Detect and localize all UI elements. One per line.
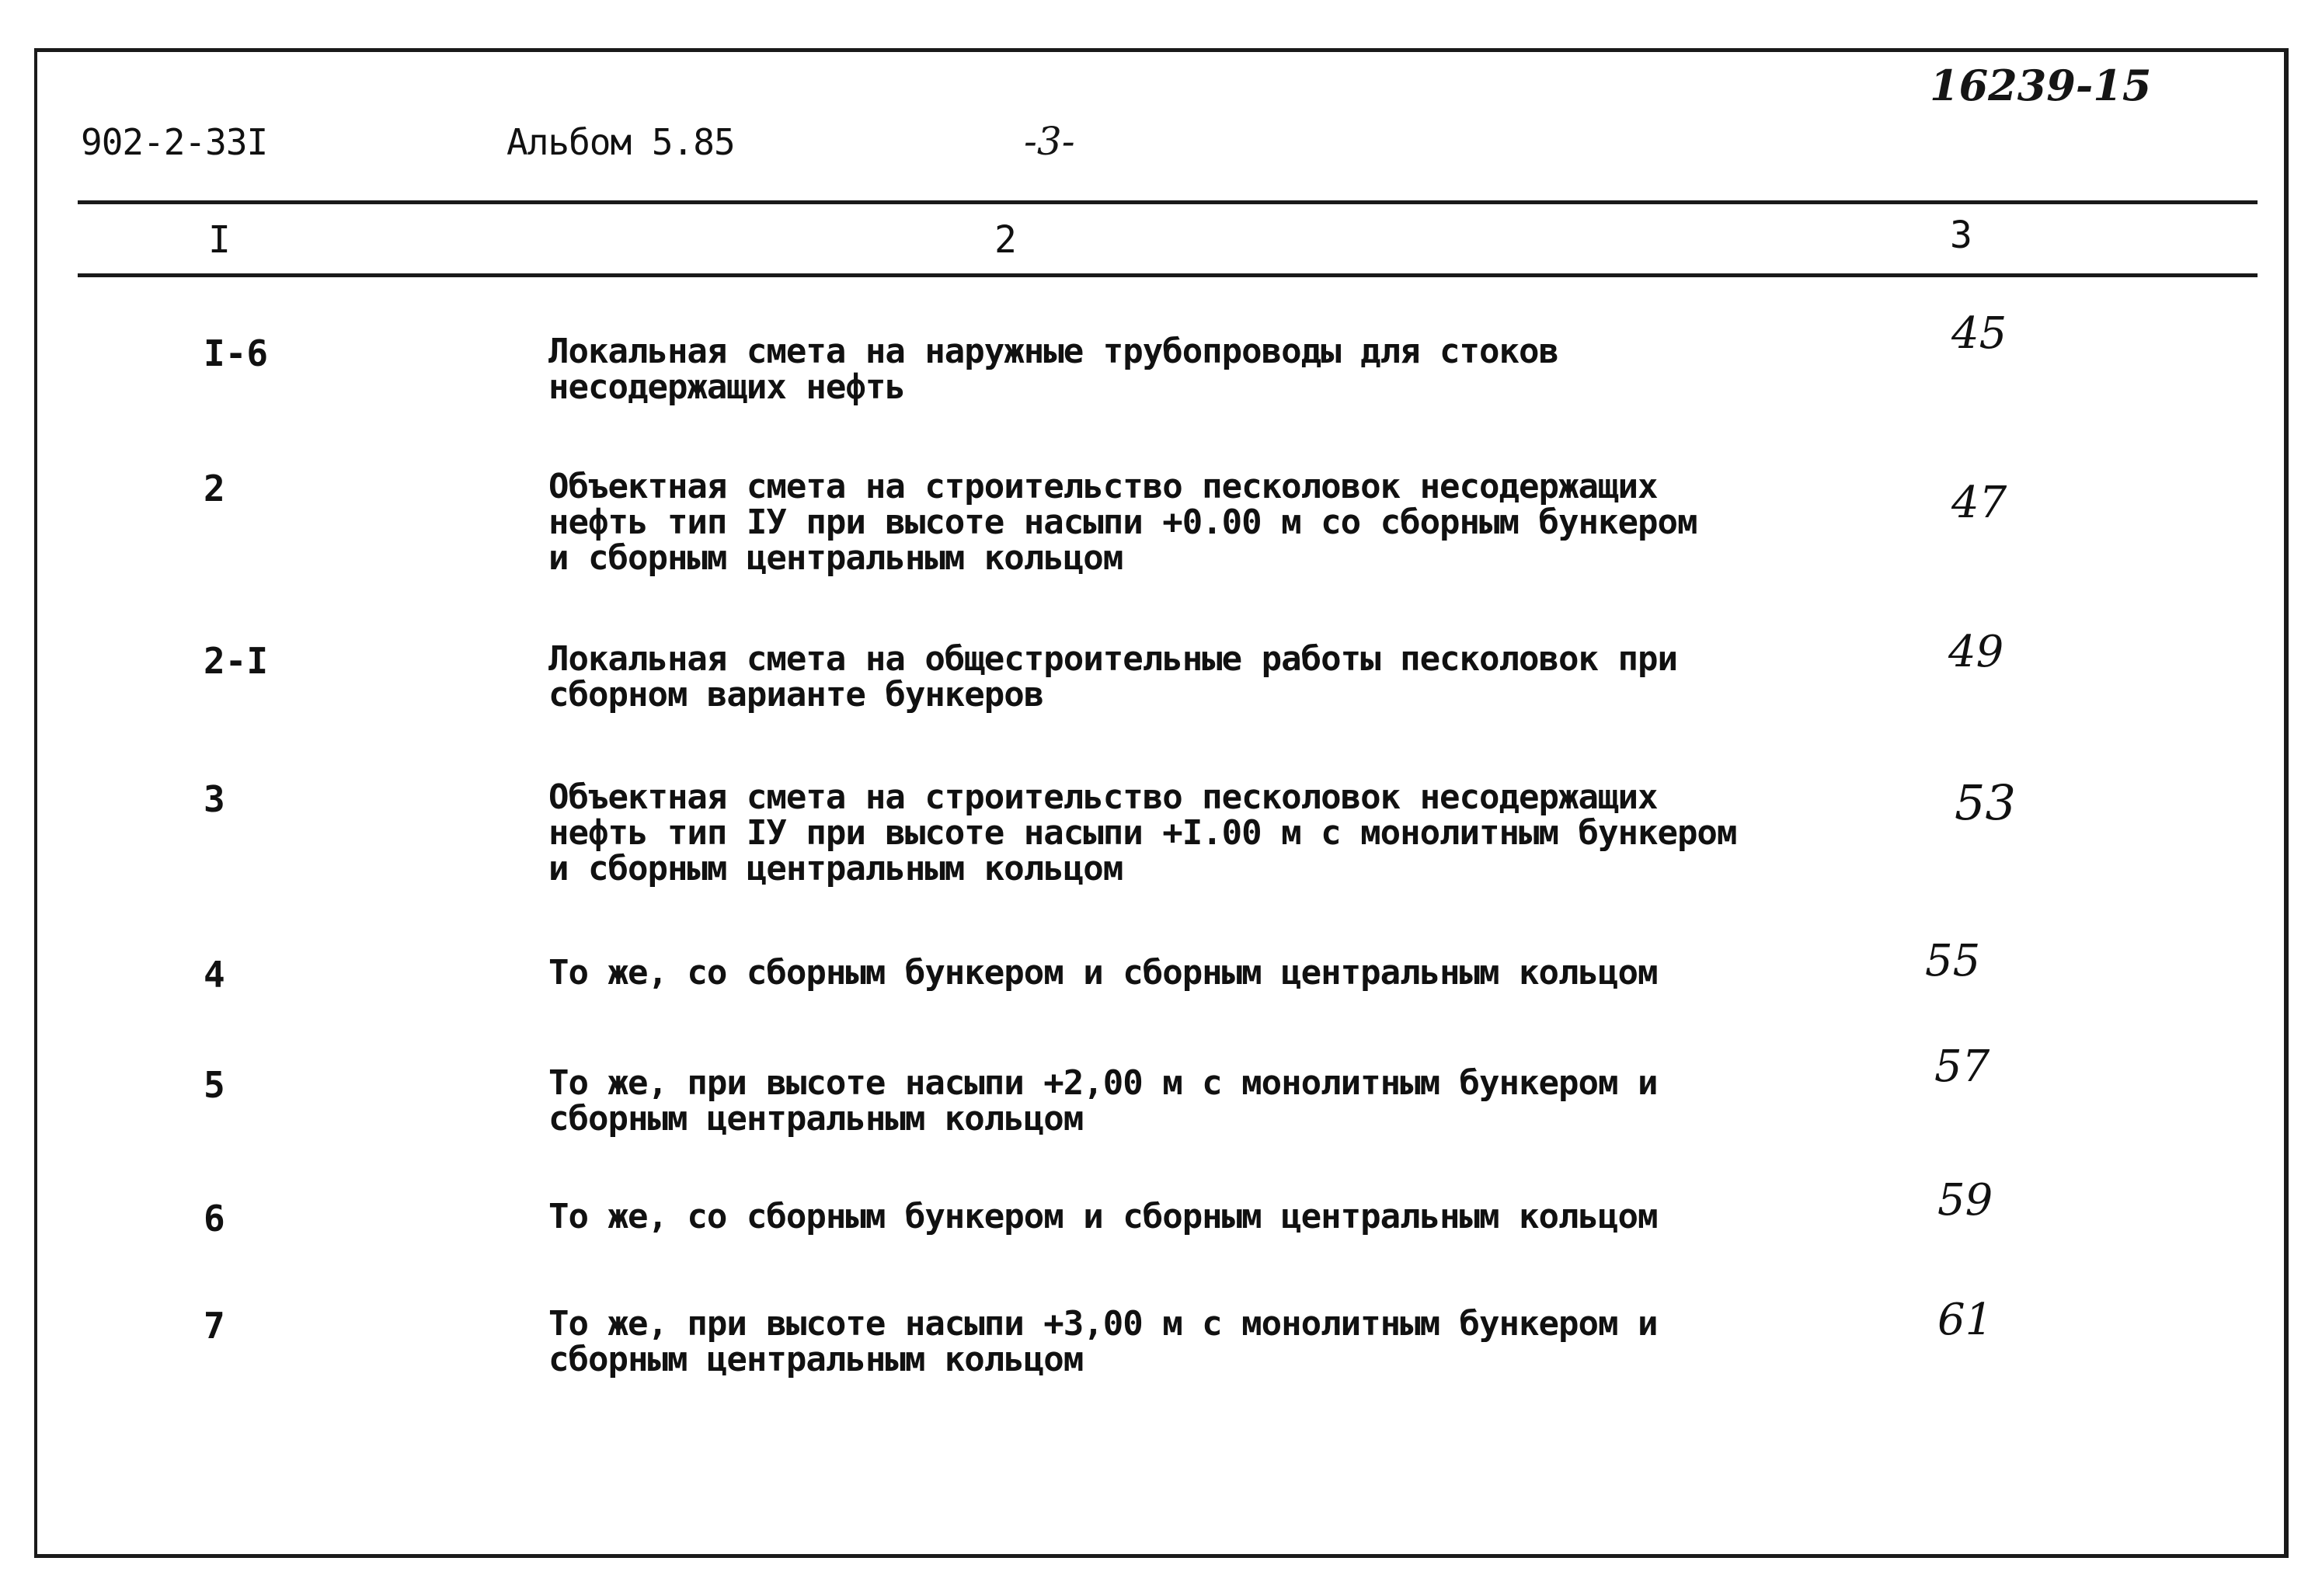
table-row-description: Объектная смета на строительство песколовок несодержащих нефть тип IУ при высоте насыпи +0.00 м со сборным бункером и сборным центральным кольцом bbox=[548, 467, 1697, 578]
table-row-description: То же, со сборным бункером и сборным центральным кольцом bbox=[548, 953, 1658, 993]
table-row-number: 2-I bbox=[204, 640, 269, 682]
table-row-description: То же, при высоте насыпи +3,00 м с монолитным бункером и сборным центральным кольцом bbox=[548, 1304, 1658, 1379]
table-row-page: 53 bbox=[1955, 774, 2016, 831]
column-header-2: 2 bbox=[994, 218, 1016, 262]
table-row-page: 47 bbox=[1951, 478, 2007, 528]
page-mark: -3- bbox=[1024, 119, 1075, 164]
table-row-number: 7 bbox=[204, 1305, 225, 1347]
header-top-rule bbox=[78, 200, 2258, 204]
table-row-page: 55 bbox=[1925, 936, 1981, 986]
table-row-number: I-6 bbox=[204, 332, 269, 374]
table-row-page: 61 bbox=[1937, 1295, 1993, 1345]
sheet-number: 16239-15 bbox=[1930, 61, 2152, 110]
album-number: Альбом 5.85 bbox=[507, 121, 735, 163]
table-row-number: 4 bbox=[204, 954, 225, 996]
table-row-number: 6 bbox=[204, 1198, 225, 1240]
column-header-3: 3 bbox=[1950, 214, 1972, 257]
table-row-description: Локальная смета на наружные трубопроводы для стоков несодержащих нефть bbox=[548, 332, 1559, 407]
table-row-number: 2 bbox=[204, 468, 225, 509]
table-row-description: Локальная смета на общестроительные работы песколовок при сборном варианте бункеров bbox=[548, 639, 1677, 715]
document-code: 902-2-33I bbox=[81, 121, 268, 163]
table-row-description: Объектная смета на строительство песколовок несодержащих нефть тип IУ при высоте насыпи +I.00 м с монолитным бункером и сборным центральным кольцом bbox=[548, 777, 1737, 888]
table-row-number: 5 bbox=[204, 1064, 225, 1106]
table-row-page: 45 bbox=[1951, 308, 2007, 359]
header-bottom-rule bbox=[78, 273, 2258, 277]
table-row-page: 49 bbox=[1948, 627, 2004, 677]
table-row-page: 59 bbox=[1937, 1175, 1993, 1226]
column-header-1: I bbox=[208, 218, 230, 262]
table-row-page: 57 bbox=[1934, 1041, 1990, 1092]
table-row-description: То же, при высоте насыпи +2,00 м с монолитным бункером и сборным центральным кольцом bbox=[548, 1063, 1658, 1139]
table-row-description: То же, со сборным бункером и сборным центральным кольцом bbox=[548, 1197, 1658, 1236]
table-row-number: 3 bbox=[204, 778, 225, 820]
